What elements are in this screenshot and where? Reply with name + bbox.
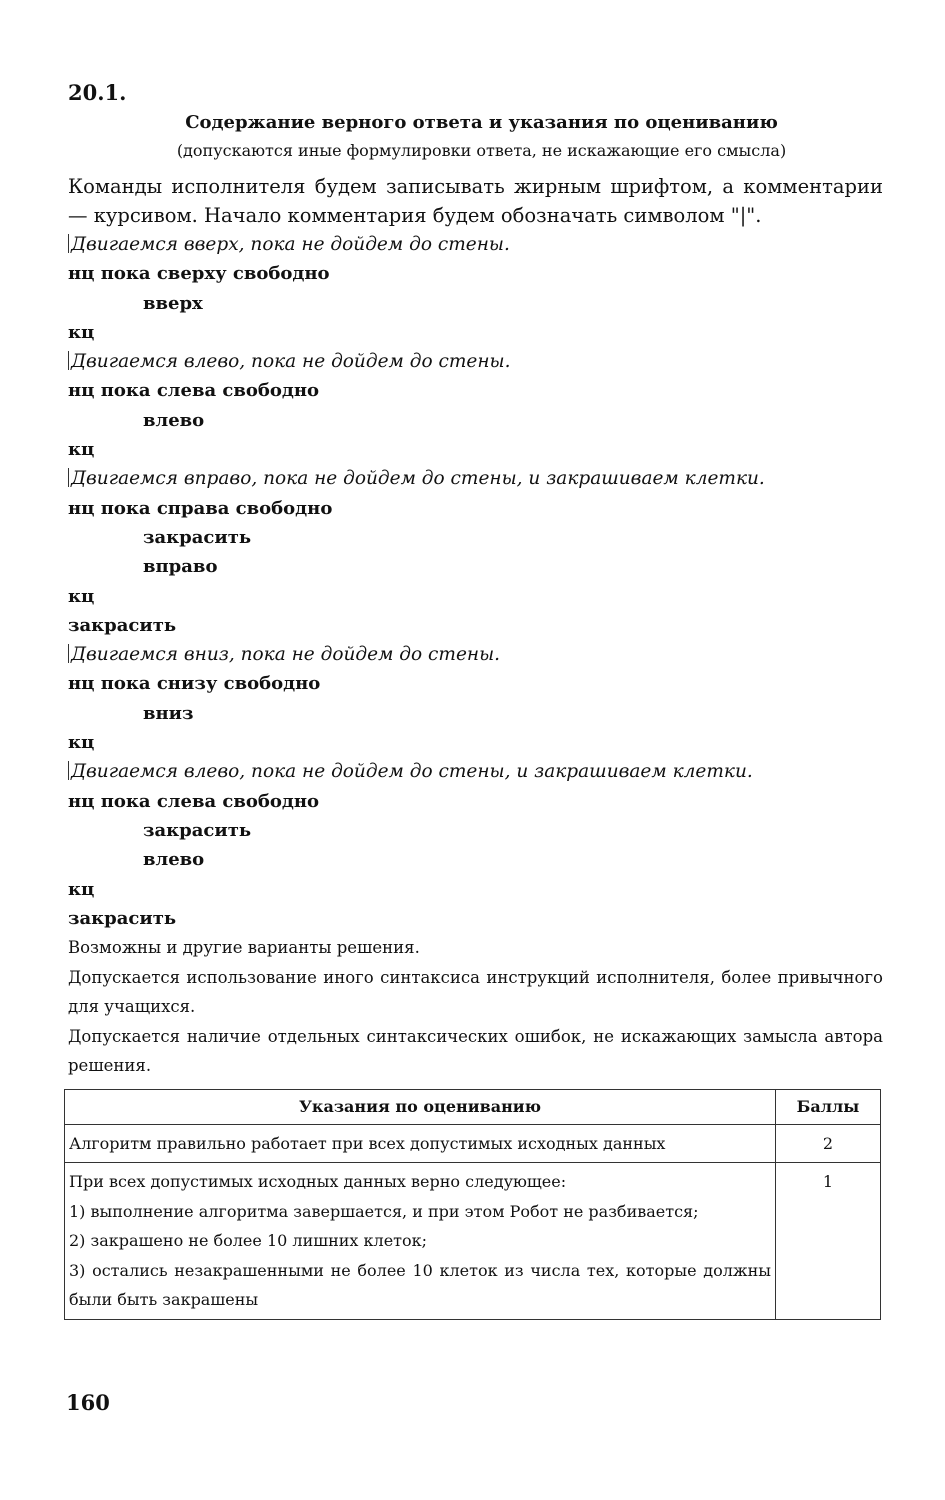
program-command: [68, 845, 883, 874]
command-text: кц: [68, 585, 95, 607]
command-text: закрасить: [143, 819, 252, 841]
score-cell: 2: [776, 1124, 881, 1163]
program-command: [68, 259, 883, 288]
command-text: нц пока слева свободно: [68, 790, 320, 812]
program-command: [68, 611, 883, 640]
program-command: [68, 875, 883, 904]
comment-marker: [68, 761, 69, 780]
command-text: нц пока сверху свободно: [68, 263, 330, 285]
program-command: [68, 816, 883, 845]
program-command: [68, 318, 883, 347]
criteria-cell: [65, 1163, 776, 1320]
criteria-line: Алгоритм правильно работает при всех допустимых исходных данных: [69, 1133, 666, 1153]
table-header-row: [65, 1090, 881, 1125]
table-row: [65, 1163, 881, 1320]
page-number: 160: [66, 1390, 110, 1415]
program-command: [68, 904, 883, 933]
grading-table: [64, 1089, 881, 1320]
command-text: закрасить: [143, 526, 252, 548]
program-command: [68, 552, 883, 581]
command-text: нц пока снизу свободно: [68, 673, 321, 695]
command-text: закрасить: [68, 614, 177, 636]
comment-text: Двигаемся вправо, пока не дойдем до стены, и закрашиваем клетки.: [71, 468, 765, 490]
comment-marker: [68, 234, 69, 253]
command-text: кц: [68, 321, 95, 343]
command-text: кц: [68, 878, 95, 900]
program-comment: [68, 757, 883, 786]
program-comment: [68, 464, 883, 493]
program-command: [68, 435, 883, 464]
command-text: закрасить: [68, 907, 177, 929]
note-paragraph: Возможны и другие варианты решения.: [68, 938, 420, 958]
criteria-line: 1) выполнение алгоритма завершается, и при этом Робот не разбивается;: [69, 1201, 699, 1221]
program-command: [68, 406, 883, 435]
comment-text: Двигаемся вверх, пока не дойдем до стены.: [71, 234, 510, 255]
command-text: кц: [68, 732, 95, 754]
program-comment: [68, 347, 883, 376]
section-subheading: (допускаются иные формулировки ответа, не искажающие его смысла): [176, 141, 787, 160]
note-paragraph: Допускается использование иного синтаксиса инструкций исполнителя, более привычного для учащихся.: [68, 967, 883, 1017]
document-page: [68, 78, 883, 1081]
command-text: нц пока справа свободно: [68, 497, 333, 519]
comment-marker: [68, 644, 69, 663]
program-command: [68, 669, 883, 698]
command-text: нц пока слева свободно: [68, 380, 320, 402]
program-command: [68, 376, 883, 405]
program-command: [68, 699, 883, 728]
notes-block: [68, 933, 883, 1081]
command-text: вверх: [143, 292, 203, 314]
program-command: [68, 494, 883, 523]
command-text: влево: [143, 849, 205, 871]
comment-marker: [68, 351, 69, 370]
program-command: [68, 787, 883, 816]
criteria-line: 2) закрашено не более 10 лишних клеток;: [69, 1231, 428, 1250]
command-text: кц: [68, 439, 95, 461]
header-criteria: Указания по оцениванию: [65, 1090, 776, 1125]
criteria-line: При всех допустимых исходных данных верно следующее:: [69, 1172, 567, 1191]
comment-text: Двигаемся влево, пока не дойдем до стены.: [71, 351, 511, 373]
table-row: [65, 1124, 881, 1163]
criteria-line: 3) остались незакрашенными не более 10 клеток из числа тех, которые должны были быть закрашены: [69, 1260, 771, 1309]
program-command: [68, 728, 883, 757]
intro-paragraph: Команды исполнителя будем записывать жирным шрифтом, а комментарии — курсивом. Начало комментария будем обозначать символом "|".: [68, 175, 883, 227]
command-text: влево: [143, 409, 205, 431]
program-command: [68, 582, 883, 611]
criteria-cell: [65, 1124, 776, 1163]
command-text: вправо: [143, 556, 218, 578]
section-heading: Содержание верного ответа и указания по оцениванию: [185, 112, 778, 133]
header-score: Баллы: [776, 1090, 881, 1125]
program-comment: [68, 230, 883, 259]
command-text: вниз: [143, 702, 194, 724]
comment-text: Двигаемся вниз, пока не дойдем до стены.: [71, 644, 501, 666]
program-comment: [68, 640, 883, 669]
note-paragraph: Допускается наличие отдельных синтаксических ошибок, не искажающих замысла автора решения.: [68, 1026, 883, 1076]
score-cell: 1: [776, 1163, 881, 1320]
section-number: 20.1.: [68, 80, 127, 105]
program-listing: [68, 230, 883, 933]
program-command: [68, 523, 883, 552]
program-command: [68, 289, 883, 318]
comment-marker: [68, 468, 69, 487]
comment-text: Двигаемся влево, пока не дойдем до стены, и закрашиваем клетки.: [71, 761, 753, 783]
